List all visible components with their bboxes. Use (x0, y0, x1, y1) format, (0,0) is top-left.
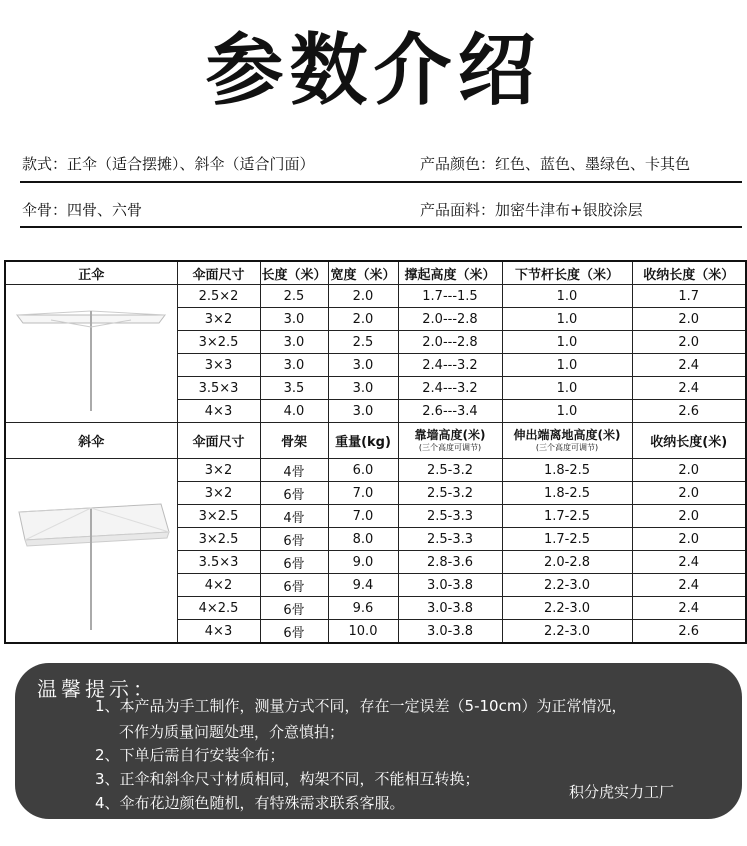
column-header-text: 靠墙高度(米) (414, 427, 486, 442)
color-info: 产品颜色：红色、蓝色、墨绿色、卡其色 (420, 155, 691, 173)
table-cell: 3.5 (260, 377, 328, 400)
table-cell: 6骨 (260, 482, 328, 505)
style-info: 款式：正伞（适合摆摊）、斜伞（适合门面） (22, 155, 315, 173)
table-cell: 3.0-3.8 (398, 574, 502, 597)
spec-table (4, 260, 747, 644)
table-cell: 2.4---3.2 (398, 354, 502, 377)
table-cell: 6骨 (260, 574, 328, 597)
table-cell: 3×2.5 (177, 331, 260, 354)
column-header: 宽度（米） (328, 261, 398, 285)
table-cell: 3×2 (177, 308, 260, 331)
table-cell: 2.4 (632, 377, 746, 400)
table-cell: 2.2-3.0 (502, 574, 632, 597)
table-cell: 2.0 (632, 308, 746, 331)
table-cell: 6骨 (260, 528, 328, 551)
table-cell: 4骨 (260, 459, 328, 482)
table-row (5, 459, 746, 482)
page-title: 参数介绍 (205, 26, 542, 116)
table-cell: 3×2 (177, 482, 260, 505)
table-cell: 6.0 (328, 459, 398, 482)
table-cell: 2.5 (328, 331, 398, 354)
table-cell: 2.0---2.8 (398, 331, 502, 354)
column-header: 重量(kg) (328, 423, 398, 459)
table-cell: 4.0 (260, 400, 328, 423)
table-cell: 1.7---1.5 (398, 285, 502, 308)
table-cell: 1.8-2.5 (502, 482, 632, 505)
table-cell: 3.0-3.8 (398, 620, 502, 644)
table-cell: 2.0 (632, 528, 746, 551)
table-cell: 4×3 (177, 620, 260, 644)
notice-item: 1、本产品为手工制作，测量方式不同，存在一定误差（5-10cm）为正常情况， (95, 697, 627, 715)
table-cell: 2.0---2.8 (398, 308, 502, 331)
table-cell: 2.5-3.2 (398, 482, 502, 505)
table-cell: 1.0 (502, 308, 632, 331)
ribs-info: 伞骨：四骨、六骨 (22, 201, 143, 219)
table-cell: 2.4 (632, 597, 746, 620)
straight-umbrella-image (5, 285, 177, 423)
table-cell: 7.0 (328, 505, 398, 528)
table-cell: 4×2 (177, 574, 260, 597)
table-cell: 2.5-3.3 (398, 528, 502, 551)
column-header: 伞面尺寸 (177, 261, 260, 285)
notice-item: 2、下单后需自行安装伞布； (95, 746, 285, 764)
column-header: 骨架 (260, 423, 328, 459)
table-cell: 7.0 (328, 482, 398, 505)
notice-item: 4、伞布花边颜色随机，有特殊需求联系客服。 (95, 794, 405, 812)
table-cell: 2.0 (632, 505, 746, 528)
table-cell: 9.6 (328, 597, 398, 620)
table-cell: 6骨 (260, 551, 328, 574)
table-cell: 1.8-2.5 (502, 459, 632, 482)
table-cell: 2.6 (632, 620, 746, 644)
table-cell: 6骨 (260, 620, 328, 644)
table-cell: 1.0 (502, 377, 632, 400)
table-cell: 2.8-3.6 (398, 551, 502, 574)
table-cell: 2.0 (632, 331, 746, 354)
table-cell: 2.5 (260, 285, 328, 308)
column-header: 伞面尺寸 (177, 423, 260, 459)
table-cell: 2.5-3.2 (398, 459, 502, 482)
table-cell: 3×2.5 (177, 505, 260, 528)
slanted-umbrella-image (5, 459, 177, 644)
table-cell: 3×2.5 (177, 528, 260, 551)
brand-label: 积分虎实力工厂 (569, 783, 675, 801)
table-cell: 2.4 (632, 574, 746, 597)
table-cell: 2.4 (632, 551, 746, 574)
table-cell: 2.0 (632, 482, 746, 505)
umbrella-type-label: 斜伞 (5, 423, 177, 459)
umbrella-type-label: 正伞 (5, 261, 177, 285)
column-subheader: (三个高度可调节) (418, 442, 482, 452)
table-cell: 3.0 (260, 331, 328, 354)
table-cell: 3×2 (177, 459, 260, 482)
table-cell: 4骨 (260, 505, 328, 528)
table-cell: 2.2-3.0 (502, 620, 632, 644)
table-row (5, 285, 746, 308)
table-cell: 1.7-2.5 (502, 505, 632, 528)
table-cell: 2.4---3.2 (398, 377, 502, 400)
column-subheader: (三个高度可调节) (535, 442, 599, 452)
divider (20, 226, 742, 228)
table-cell: 3×3 (177, 354, 260, 377)
table-cell: 4×3 (177, 400, 260, 423)
table-cell: 2.4 (632, 354, 746, 377)
column-header (398, 423, 502, 459)
table-cell: 3.0 (260, 354, 328, 377)
table-cell: 9.4 (328, 574, 398, 597)
table-cell: 2.6 (632, 400, 746, 423)
column-header: 收纳长度(米) (632, 423, 746, 459)
column-header: 撑起高度（米） (398, 261, 502, 285)
column-header: 收纳长度（米） (632, 261, 746, 285)
table-cell: 2.5-3.3 (398, 505, 502, 528)
column-header (502, 423, 632, 459)
table-cell: 2.6---3.4 (398, 400, 502, 423)
table-cell: 3.5×3 (177, 377, 260, 400)
table-cell: 1.0 (502, 354, 632, 377)
table-cell: 6骨 (260, 597, 328, 620)
table-cell: 2.0 (632, 459, 746, 482)
table-cell: 2.0 (328, 308, 398, 331)
table-cell: 3.5×3 (177, 551, 260, 574)
table-cell: 3.0 (328, 354, 398, 377)
table-cell: 1.0 (502, 285, 632, 308)
table-header-row (5, 423, 746, 459)
table-cell: 1.0 (502, 400, 632, 423)
notice-box (15, 663, 742, 819)
notice-item: 3、正伞和斜伞尺寸材质相同，构架不同，不能相互转换； (95, 770, 480, 788)
table-cell: 2.0 (328, 285, 398, 308)
table-cell: 8.0 (328, 528, 398, 551)
notice-item: 不作为质量问题处理，介意慎拍； (119, 723, 345, 741)
column-header: 下节杆长度（米） (502, 261, 632, 285)
table-cell: 3.0-3.8 (398, 597, 502, 620)
divider (20, 181, 742, 183)
table-cell: 1.7 (632, 285, 746, 308)
table-cell: 3.0 (260, 308, 328, 331)
table-cell: 2.0-2.8 (502, 551, 632, 574)
table-cell: 3.0 (328, 400, 398, 423)
table-cell: 1.7-2.5 (502, 528, 632, 551)
column-header-text: 伸出端离地高度(米) (513, 427, 621, 442)
table-header-row (5, 261, 746, 285)
column-header: 长度（米） (260, 261, 328, 285)
fabric-info: 产品面料：加密牛津布+银胶涂层 (420, 201, 643, 219)
table-cell: 1.0 (502, 331, 632, 354)
table-cell: 4×2.5 (177, 597, 260, 620)
table-cell: 10.0 (328, 620, 398, 644)
table-cell: 3.0 (328, 377, 398, 400)
notice-title: 温馨提示： (37, 677, 157, 701)
table-cell: 2.2-3.0 (502, 597, 632, 620)
table-cell: 2.5×2 (177, 285, 260, 308)
table-cell: 9.0 (328, 551, 398, 574)
